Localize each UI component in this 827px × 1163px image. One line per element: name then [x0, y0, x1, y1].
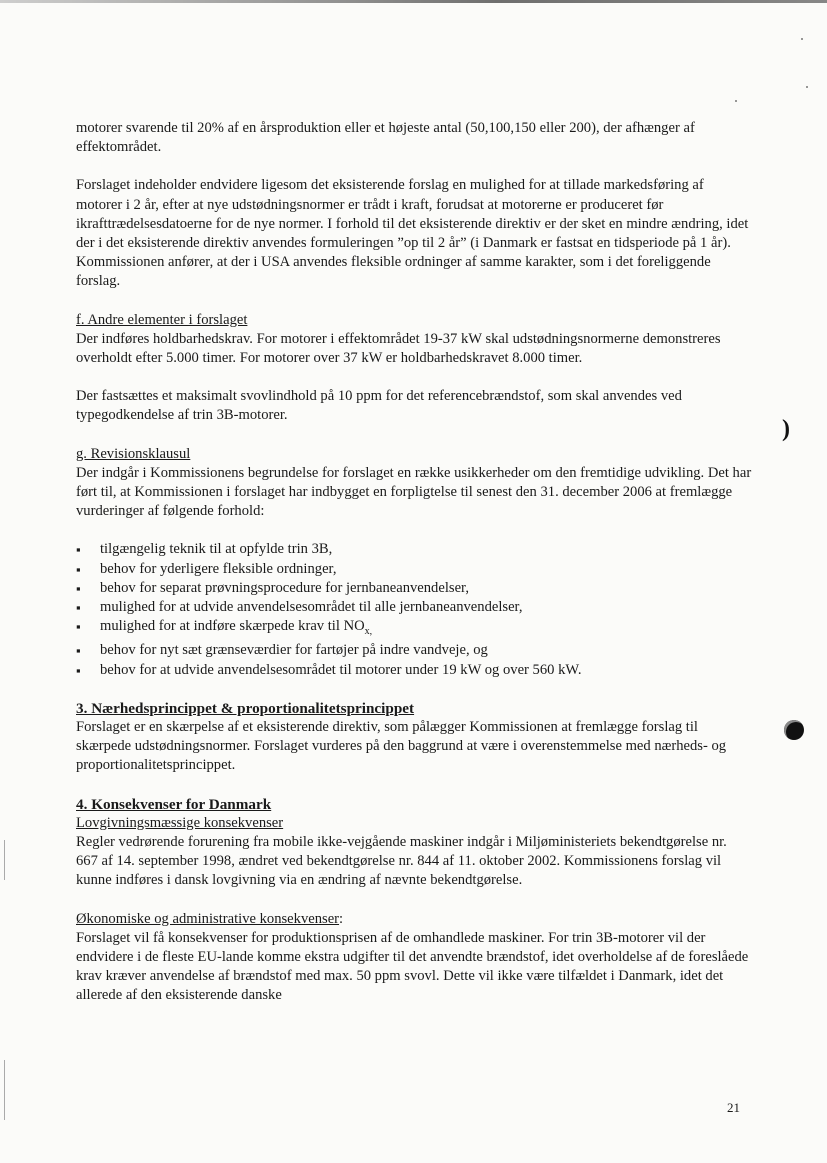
section-heading-4: 4. Konsekvenser for Danmark — [76, 795, 272, 813]
bullet-list — [76, 540, 752, 679]
subheading-okonomi-text: Økonomiske og administrative konsekvenser — [76, 910, 340, 927]
punch-hole-mark: ) — [782, 416, 790, 442]
paragraph: Forslaget vil få konsekvenser for produktionsprisen af de omhandlede maskiner. For trin 3B-motorer vil der endvidere i de fleste EU-lande komme ekstra udgifter til det anvendte brændstof, idet overholdelse af de foreslåede krav kræver anvendelse af brændstof med max. 50 ppm svovl. Dette vil ikke være tilfældet i Danmark, idet det allerede af den eksisterende danske — [76, 929, 749, 1004]
scan-top-edge — [0, 0, 827, 3]
document-body — [76, 119, 752, 1006]
scan-speck — [735, 100, 737, 102]
page-number: 21 — [727, 1100, 740, 1115]
scan-margin-mark — [4, 840, 5, 880]
paragraph: Forslaget er en skærpelse af et eksisterende direktiv, som pålægger Kommissionen at fremlægge forslag til skærpede udstødningsnormer. Forslaget vurderes på den baggrund at være i overenstemmelse med nærheds- og proportionalitetsprincippet. — [76, 718, 727, 774]
section-heading-f: f. Andre elementer i forslaget — [76, 311, 248, 328]
list-item: ▪ tilgængelig teknik til at opfylde trin 3B, — [76, 540, 752, 559]
list-item-text: mulighed for at indføre skærpede krav til NO — [100, 618, 365, 635]
punch-hole-mark — [784, 720, 804, 740]
list-item: ▪ mulighed for at udvide anvendelsesområdet til alle jernbaneanvendelser, — [76, 598, 752, 617]
list-item: ▪ behov for yderligere fleksible ordninger, — [76, 560, 752, 579]
paragraph: Der indføres holdbarhedskrav. For motorer i effektområdet 19-37 kW skal udstødningsnormerne demonstreres overholdt efter 5.000 timer. For motorer over 37 kW er holdbarhedskravet 8.000 timer. — [76, 330, 721, 367]
list-item: ▪ behov for separat prøvningsprocedure for jernbaneanvendelser, — [76, 579, 752, 598]
paragraph: Der indgår i Kommissionens begrundelse for forslaget en række usikkerheder om den fremtidige udvikling. Det har ført til, at Kommissionen i forslaget har indbygget en forpligtelse til senest den 31. december 2006 at fremlægge vurderinger af følgende forhold: — [76, 464, 752, 520]
paragraph: Forslaget indeholder endvidere ligesom det eksisterende forslag en mulighed for at tillade markedsføring af motorer i 2 år, efter at nye udstødningsnormer er trådt i kraft, forudsat at motorerne er produceret før ikrafttrædelsesdatoerne for de nye normer. I forhold til det eksisterende direktiv er der sket en mindre ændring, idet der i det eksisterende direktiv anvendes formuleringen ”op til 2 år” (i Danmark er fastsat en tidsperiode på 1 år). Kommissionen anfører, at der i USA anvendes fleksible ordninger af samme karakter, som i det foreliggende forslag. — [76, 177, 749, 290]
scan-margin-mark — [4, 1060, 5, 1120]
list-item: ▪ behov for at udvide anvendelsesområdet til motorer under 19 kW og over 560 kW. — [76, 661, 752, 680]
list-item — [76, 617, 752, 641]
paragraph: Der fastsættes et maksimalt svovlindhold på 10 ppm for det referencebrændstof, som skal anvendes ved typegodkendelse af trin 3B-motorer. — [76, 388, 682, 424]
subheading-colon: : — [339, 910, 344, 927]
section-heading-g: g. Revisionsklausul — [76, 445, 191, 462]
scan-speck — [801, 38, 803, 40]
subheading-okonomi — [76, 910, 752, 929]
paragraph: Regler vedrørende forurening fra mobile ikke-vejgående maskiner indgår i Miljøministeriets bekendtgørelse nr. 667 af 14. september 1998, ændret ved bekendtgørelse nr. 844 af 11. oktober 2002. Kommissionens forslag vil kunne indføres i dansk lovgivning via en ændring af nævnte bekendtgørelse. — [76, 834, 727, 889]
scan-speck — [806, 86, 808, 88]
nox-subscript: x, — [364, 626, 373, 638]
paragraph: motorer svarende til 20% af en årsproduktion eller et højeste antal (50,100,150 eller 200), der afhænger af effektområdet. — [76, 120, 695, 156]
section-heading-3: 3. Nærhedsprincippet & proportionalitetsprincippet — [76, 699, 415, 717]
list-item: ▪ behov for nyt sæt grænseværdier for fartøjer på indre vandveje, og — [76, 641, 752, 660]
subheading-lovgivning: Lovgivningsmæssige konsekvenser — [76, 814, 284, 831]
